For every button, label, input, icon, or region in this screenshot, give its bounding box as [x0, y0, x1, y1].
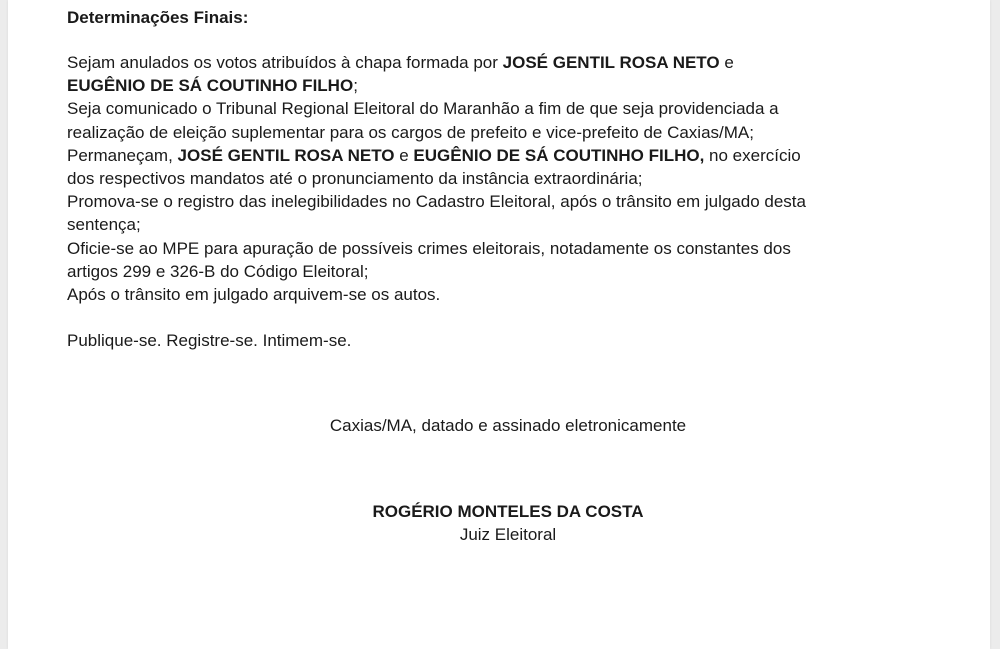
determination-notify-tribunal — [67, 97, 967, 143]
text-line: realização de eleição suplementar para os cargos de prefeito e vice-prefeito de Caxias/MA; — [67, 122, 754, 142]
text-segment: Sejam anulados os votos atribuídos à chapa formada por — [67, 53, 503, 72]
closing-statement: Publique-se. Registre-se. Intimem-se. — [67, 331, 352, 350]
candidate-name-vice-mayor: EUGÊNIO DE SÁ COUTINHO FILHO — [67, 76, 354, 96]
determination-annul-votes — [67, 51, 967, 97]
place-and-date: Caxias/MA, datado e assinado eletronicamente — [329, 416, 687, 435]
determination-archive: Após o trânsito em julgado arquivem-se os autos. — [67, 285, 441, 305]
text-line: sentença; — [67, 215, 141, 235]
determinations-list — [67, 51, 967, 306]
text-line: Seja comunicado o Tribunal Regional Eleitoral do Maranhão a fim de que seja providenciada a — [67, 99, 779, 119]
text-segment: e — [719, 53, 734, 72]
determination-register-ineligibility — [67, 190, 967, 236]
candidate-name-vice-mayor: EUGÊNIO DE SÁ COUTINHO FILHO, — [413, 145, 705, 165]
signature-role: Juiz Eleitoral — [459, 525, 557, 544]
text-segment: Permaneçam, — [67, 145, 178, 165]
text-line: Oficie-se ao MPE para apuração de possíveis crimes eleitorais, notadamente os constantes dos — [67, 238, 791, 258]
determination-remain-in-office — [67, 144, 967, 190]
text-segment: no exercício — [704, 145, 801, 165]
text-segment: e — [394, 145, 414, 165]
text-segment: ; — [353, 76, 358, 96]
text-line: dos respectivos mandatos até o pronunciamento da instância extraordinária; — [67, 169, 643, 189]
text-line: artigos 299 e 326-B do Código Eleitoral; — [67, 261, 369, 281]
candidate-name-mayor: JOSÉ GENTIL ROSA NETO — [502, 53, 720, 72]
document-page — [8, 0, 990, 649]
signature-name: ROGÉRIO MONTELES DA COSTA — [372, 502, 644, 521]
section-heading: Determinações Finais: — [67, 8, 249, 27]
determination-notify-mpe — [67, 237, 967, 283]
candidate-name-mayor: JOSÉ GENTIL ROSA NETO — [177, 145, 395, 165]
text-line: Promova-se o registro das inelegibilidades no Cadastro Eleitoral, após o trânsito em julgado desta — [67, 192, 806, 212]
